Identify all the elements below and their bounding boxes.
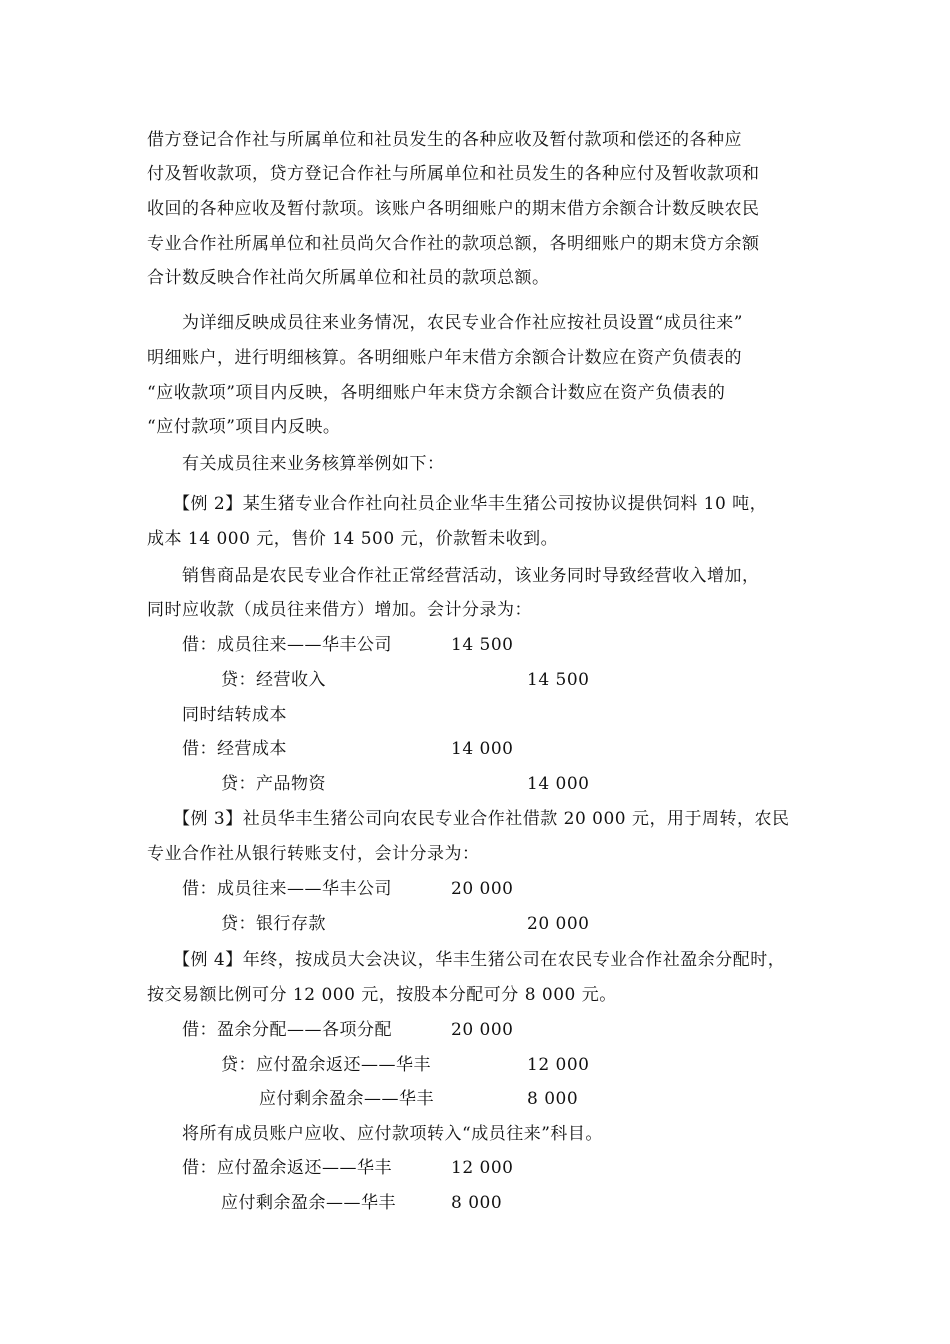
example4-entry2-debit1-label: 借：应付盈余返还——华丰 (182, 1158, 392, 1178)
example4-line-1: 【例 4】年终，按成员大会决议，华丰生猪公司在农民专业合作社盈余分配时， (173, 950, 786, 970)
example3-entry-credit-label: 贷：银行存款 (221, 914, 326, 934)
paragraph2-line-3: “应收款项”项目内反映，各明细账户年末贷方余额合计数应在资产负债表的 (147, 383, 726, 403)
example4-entry-credit2-label: 应付剩余盈余——华丰 (259, 1089, 434, 1109)
example2-entry1-credit-label: 贷：经营收入 (221, 670, 326, 690)
paragraph2-line-2: 明细账户，进行明细核算。各明细账户年末借方余额合计数应在资产负债表的 (147, 348, 742, 368)
example4-entry-credit1-label: 贷：应付盈余返还——华丰 (221, 1055, 431, 1075)
examples-intro: 有关成员往来业务核算举例如下： (182, 454, 445, 474)
example3-line-2: 专业合作社从银行转账支付，会计分录为： (147, 844, 480, 864)
example4-entry2-debit2-label: 应付剩余盈余——华丰 (221, 1193, 396, 1213)
example3-line-1: 【例 3】社员华丰生猪公司向农民专业合作社借款 20 000 元，用于周转，农民 (173, 809, 790, 829)
example3-entry-credit-amount: 20 000 (527, 914, 590, 934)
paragraph1-line-4: 专业合作社所属单位和社员尚欠合作社的款项总额，各明细账户的期末贷方余额 (147, 234, 760, 254)
example4-entry-credit1-amount: 12 000 (527, 1055, 590, 1075)
example2-entry1-credit-amount: 14 500 (527, 670, 590, 690)
example2-entry1-debit-amount: 14 500 (451, 635, 514, 655)
example4-entry2-debit1-amount: 12 000 (451, 1158, 514, 1178)
example2-entry2-debit-label: 借：经营成本 (182, 739, 287, 759)
example3-entry-debit-label: 借：成员往来——华丰公司 (182, 879, 392, 899)
example2-entry1-debit-label: 借：成员往来——华丰公司 (182, 635, 392, 655)
example4-entry2-debit2-amount: 8 000 (451, 1193, 503, 1213)
example4-transfer-note: 将所有成员账户应收、应付款项转入“成员往来”科目。 (182, 1124, 603, 1144)
paragraph1-line-2: 付及暂收款项，贷方登记合作社与所属单位和社员发生的各种应付及暂收款项和 (147, 164, 760, 184)
example4-entry-debit-amount: 20 000 (451, 1020, 514, 1040)
example2-transfer-note: 同时结转成本 (182, 705, 287, 725)
example2-entry2-credit-label: 贷：产品物资 (221, 774, 326, 794)
example3-entry-debit-amount: 20 000 (451, 879, 514, 899)
example2-entry2-credit-amount: 14 000 (527, 774, 590, 794)
example4-entry-debit-label: 借：盈余分配——各项分配 (182, 1020, 392, 1040)
paragraph2-line-4: “应付款项”项目内反映。 (147, 417, 341, 437)
example4-entry-credit2-amount: 8 000 (527, 1089, 579, 1109)
paragraph2-line-1: 为详细反映成员往来业务情况，农民专业合作社应按社员设置“成员往来” (182, 313, 743, 333)
example2-explanation-1: 销售商品是农民专业合作社正常经营活动，该业务同时导致经营收入增加， (182, 566, 760, 586)
paragraph1-line-5: 合计数反映合作社尚欠所属单位和社员的款项总额。 (147, 268, 550, 288)
example2-line-2: 成本 14 000 元，售价 14 500 元，价款暂未收到。 (147, 529, 559, 549)
example2-entry2-debit-amount: 14 000 (451, 739, 514, 759)
example2-explanation-2: 同时应收款（成员往来借方）增加。会计分录为： (147, 600, 532, 620)
paragraph1-line-3: 收回的各种应收及暂付款项。该账户各明细账户的期末借方余额合计数反映农民 (147, 199, 760, 219)
paragraph1-line-1: 借方登记合作社与所属单位和社员发生的各种应收及暂付款项和偿还的各种应 (147, 130, 742, 150)
example4-line-2: 按交易额比例可分 12 000 元，按股本分配可分 8 000 元。 (147, 985, 617, 1005)
example2-line-1: 【例 2】某生猪专业合作社向社员企业华丰生猪公司按协议提供饲料 10 吨， (173, 494, 768, 514)
